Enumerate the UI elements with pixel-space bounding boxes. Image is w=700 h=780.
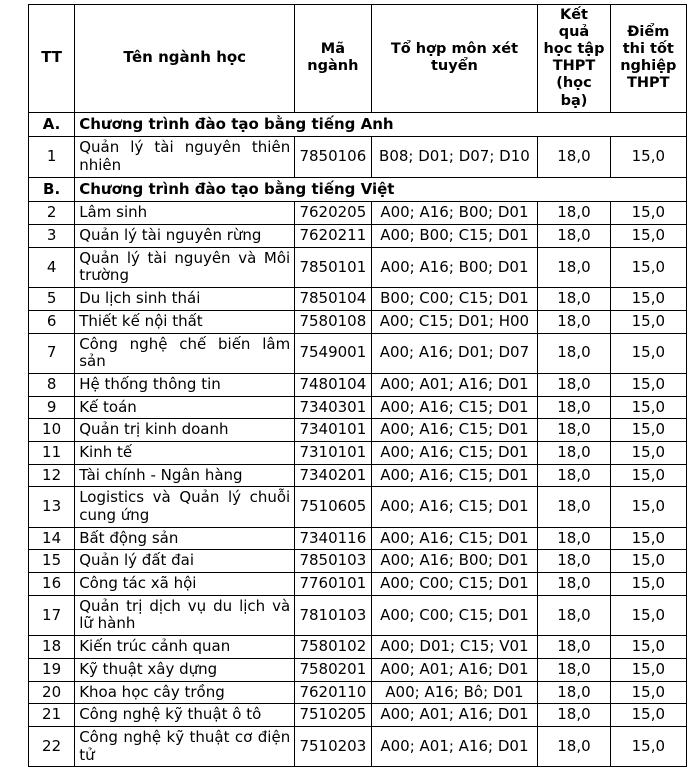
cell-major-name: Kỹ thuật xây dựng xyxy=(75,658,295,681)
table-row xyxy=(29,396,687,419)
cell-score-hocba: 18,0 xyxy=(538,573,610,596)
table-header xyxy=(29,5,687,113)
column-header-thpt: Điểm thi tốt nghiệp THPT xyxy=(610,5,686,113)
admission-score-table xyxy=(28,4,687,767)
cell-major-name: Quản lý tài nguyên thiên nhiên xyxy=(75,137,295,177)
column-header-hocba: Kết quả học tập THPT (học bạ) xyxy=(538,5,610,113)
cell-tt: 15 xyxy=(29,550,75,573)
table-row xyxy=(29,137,687,177)
cell-score-thpt: 15,0 xyxy=(610,550,686,573)
cell-major-code: 7510205 xyxy=(295,704,371,727)
cell-major-name: Tài chính - Ngân hàng xyxy=(75,464,295,487)
cell-score-thpt: 15,0 xyxy=(610,333,686,373)
table-row xyxy=(29,550,687,573)
column-header-combo: Tổ hợp môn xét tuyển xyxy=(371,5,538,113)
cell-major-code: 7620110 xyxy=(295,681,371,704)
cell-major-name: Quản trị dịch vụ du lịch và lữ hành xyxy=(75,595,295,635)
cell-tt: 12 xyxy=(29,464,75,487)
table-row xyxy=(29,464,687,487)
table-row xyxy=(29,225,687,248)
cell-score-thpt: 15,0 xyxy=(610,573,686,596)
column-header-code: Mã ngành xyxy=(295,5,371,113)
cell-major-code: 7340301 xyxy=(295,396,371,419)
cell-subject-combination: A00; A16; C15; D01 xyxy=(371,396,538,419)
cell-score-thpt: 15,0 xyxy=(610,288,686,311)
cell-tt: 11 xyxy=(29,441,75,464)
cell-subject-combination: B08; D01; D07; D10 xyxy=(371,137,538,177)
cell-major-name: Quản trị kinh doanh xyxy=(75,419,295,442)
table-section-row xyxy=(29,112,687,137)
cell-major-name: Hệ thống thông tin xyxy=(75,373,295,396)
cell-score-hocba: 18,0 xyxy=(538,726,610,766)
cell-score-thpt: 15,0 xyxy=(610,636,686,659)
table-section-row xyxy=(29,177,687,202)
cell-tt: 20 xyxy=(29,681,75,704)
cell-score-thpt: 15,0 xyxy=(610,202,686,225)
cell-major-code: 7850101 xyxy=(295,247,371,287)
cell-subject-combination: A00; B00; C15; D01 xyxy=(371,225,538,248)
cell-score-thpt: 15,0 xyxy=(610,726,686,766)
cell-major-name: Công tác xã hội xyxy=(75,573,295,596)
cell-score-thpt: 15,0 xyxy=(610,137,686,177)
cell-subject-combination: A00; A16; C15; D01 xyxy=(371,487,538,527)
cell-tt: 9 xyxy=(29,396,75,419)
table-row xyxy=(29,704,687,727)
cell-major-name: Kế toán xyxy=(75,396,295,419)
cell-major-code: 7580102 xyxy=(295,636,371,659)
cell-score-hocba: 18,0 xyxy=(538,636,610,659)
table-row xyxy=(29,658,687,681)
cell-score-thpt: 15,0 xyxy=(610,595,686,635)
table-row xyxy=(29,681,687,704)
cell-score-hocba: 18,0 xyxy=(538,137,610,177)
cell-score-hocba: 18,0 xyxy=(538,704,610,727)
cell-tt: 7 xyxy=(29,333,75,373)
cell-score-hocba: 18,0 xyxy=(538,441,610,464)
cell-major-name: Quản lý tài nguyên và Môi trường xyxy=(75,247,295,287)
cell-score-hocba: 18,0 xyxy=(538,333,610,373)
cell-major-name: Bất động sản xyxy=(75,527,295,550)
cell-major-name: Kinh tế xyxy=(75,441,295,464)
cell-subject-combination: A00; C00; C15; D01 xyxy=(371,573,538,596)
cell-major-code: 7310101 xyxy=(295,441,371,464)
cell-tt: 21 xyxy=(29,704,75,727)
cell-tt: 17 xyxy=(29,595,75,635)
cell-score-thpt: 15,0 xyxy=(610,225,686,248)
cell-score-thpt: 15,0 xyxy=(610,704,686,727)
cell-major-name: Công nghệ kỹ thuật cơ điện tử xyxy=(75,726,295,766)
table-row xyxy=(29,202,687,225)
cell-subject-combination: A00; A16; B00; D01 xyxy=(371,202,538,225)
cell-subject-combination: A00; A16; D01; D07 xyxy=(371,333,538,373)
cell-score-hocba: 18,0 xyxy=(538,595,610,635)
cell-score-thpt: 15,0 xyxy=(610,527,686,550)
cell-score-thpt: 15,0 xyxy=(610,681,686,704)
table-row xyxy=(29,441,687,464)
cell-subject-combination: A00; A01; A16; D01 xyxy=(371,726,538,766)
cell-major-code: 7580108 xyxy=(295,310,371,333)
cell-major-code: 7340201 xyxy=(295,464,371,487)
table-row xyxy=(29,527,687,550)
table-row xyxy=(29,247,687,287)
cell-score-thpt: 15,0 xyxy=(610,396,686,419)
cell-major-name: Thiết kế nội thất xyxy=(75,310,295,333)
cell-major-name: Kiến trúc cảnh quan xyxy=(75,636,295,659)
cell-major-name: Khoa học cây trồng xyxy=(75,681,295,704)
table-body xyxy=(29,112,687,767)
cell-tt: 14 xyxy=(29,527,75,550)
cell-score-hocba: 18,0 xyxy=(538,419,610,442)
cell-score-hocba: 18,0 xyxy=(538,550,610,573)
cell-major-code: 7480104 xyxy=(295,373,371,396)
cell-score-thpt: 15,0 xyxy=(610,441,686,464)
cell-major-code: 7850104 xyxy=(295,288,371,311)
cell-major-code: 7580201 xyxy=(295,658,371,681)
cell-major-code: 7620205 xyxy=(295,202,371,225)
table-row xyxy=(29,333,687,373)
table-row xyxy=(29,373,687,396)
header-row xyxy=(29,5,687,113)
cell-major-code: 7850106 xyxy=(295,137,371,177)
cell-subject-combination: A00; A16; B00; D01 xyxy=(371,247,538,287)
cell-major-code: 7760101 xyxy=(295,573,371,596)
table-row xyxy=(29,573,687,596)
cell-score-thpt: 15,0 xyxy=(610,373,686,396)
cell-major-name: Công nghệ chế biến lâm sản xyxy=(75,333,295,373)
cell-major-code: 7510203 xyxy=(295,726,371,766)
column-header-name: Tên ngành học xyxy=(75,5,295,113)
cell-score-hocba: 18,0 xyxy=(538,247,610,287)
table-row xyxy=(29,419,687,442)
cell-subject-combination: A00; A01; A16; D01 xyxy=(371,658,538,681)
cell-score-thpt: 15,0 xyxy=(610,419,686,442)
cell-tt: 22 xyxy=(29,726,75,766)
cell-tt: 4 xyxy=(29,247,75,287)
cell-major-code: 7620211 xyxy=(295,225,371,248)
cell-score-thpt: 15,0 xyxy=(610,464,686,487)
table-row xyxy=(29,636,687,659)
table-row xyxy=(29,487,687,527)
cell-subject-combination: A00; A01; A16; D01 xyxy=(371,373,538,396)
cell-score-hocba: 18,0 xyxy=(538,202,610,225)
cell-major-code: 7340116 xyxy=(295,527,371,550)
cell-major-code: 7810103 xyxy=(295,595,371,635)
cell-score-thpt: 15,0 xyxy=(610,487,686,527)
cell-major-name: Công nghệ kỹ thuật ô tô xyxy=(75,704,295,727)
cell-tt: 10 xyxy=(29,419,75,442)
cell-tt: 3 xyxy=(29,225,75,248)
cell-subject-combination: A00; A16; C15; D01 xyxy=(371,419,538,442)
cell-score-hocba: 18,0 xyxy=(538,396,610,419)
cell-score-hocba: 18,0 xyxy=(538,681,610,704)
cell-score-thpt: 15,0 xyxy=(610,310,686,333)
cell-subject-combination: A00; A16; C15; D01 xyxy=(371,441,538,464)
cell-tt: 6 xyxy=(29,310,75,333)
cell-subject-combination: A00; D01; C15; V01 xyxy=(371,636,538,659)
cell-score-hocba: 18,0 xyxy=(538,225,610,248)
cell-score-hocba: 18,0 xyxy=(538,373,610,396)
cell-score-thpt: 15,0 xyxy=(610,247,686,287)
cell-subject-combination: A00; C15; D01; H00 xyxy=(371,310,538,333)
cell-tt: 19 xyxy=(29,658,75,681)
section-title: Chương trình đào tạo bằng tiếng Anh xyxy=(75,112,687,137)
cell-subject-combination: A00; A16; C15; D01 xyxy=(371,527,538,550)
table-row xyxy=(29,310,687,333)
cell-subject-combination: A00; A01; A16; D01 xyxy=(371,704,538,727)
cell-score-hocba: 18,0 xyxy=(538,658,610,681)
section-title: Chương trình đào tạo bằng tiếng Việt xyxy=(75,177,687,202)
cell-major-name: Logistics và Quản lý chuỗi cung ứng xyxy=(75,487,295,527)
cell-tt: 1 xyxy=(29,137,75,177)
cell-score-hocba: 18,0 xyxy=(538,310,610,333)
section-letter: B. xyxy=(29,177,75,202)
cell-tt: 2 xyxy=(29,202,75,225)
section-letter: A. xyxy=(29,112,75,137)
cell-major-name: Quản lý đất đai xyxy=(75,550,295,573)
cell-major-code: 7340101 xyxy=(295,419,371,442)
cell-subject-combination: A00; A16; C15; D01 xyxy=(371,464,538,487)
cell-score-hocba: 18,0 xyxy=(538,527,610,550)
cell-major-name: Lâm sinh xyxy=(75,202,295,225)
table-row xyxy=(29,726,687,766)
cell-tt: 18 xyxy=(29,636,75,659)
cell-tt: 13 xyxy=(29,487,75,527)
cell-major-code: 7549001 xyxy=(295,333,371,373)
cell-subject-combination: A00; A16; B00; D01 xyxy=(371,550,538,573)
cell-major-code: 7510605 xyxy=(295,487,371,527)
cell-score-hocba: 18,0 xyxy=(538,288,610,311)
cell-score-hocba: 18,0 xyxy=(538,464,610,487)
cell-tt: 8 xyxy=(29,373,75,396)
cell-tt: 16 xyxy=(29,573,75,596)
cell-tt: 5 xyxy=(29,288,75,311)
column-header-tt: TT xyxy=(29,5,75,113)
cell-subject-combination: B00; C00; C15; D01 xyxy=(371,288,538,311)
cell-major-name: Du lịch sinh thái xyxy=(75,288,295,311)
cell-score-thpt: 15,0 xyxy=(610,658,686,681)
cell-major-name: Quản lý tài nguyên rừng xyxy=(75,225,295,248)
cell-major-code: 7850103 xyxy=(295,550,371,573)
cell-subject-combination: A00; C00; C15; D01 xyxy=(371,595,538,635)
cell-score-hocba: 18,0 xyxy=(538,487,610,527)
table-row xyxy=(29,595,687,635)
table-row xyxy=(29,288,687,311)
cell-subject-combination: A00; A16; Bô; D01 xyxy=(371,681,538,704)
